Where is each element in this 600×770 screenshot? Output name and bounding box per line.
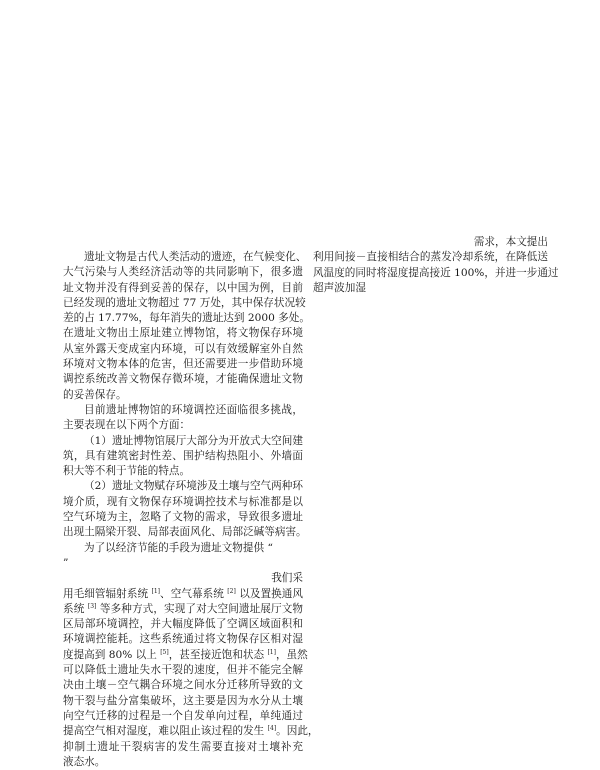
text-line	[63, 403, 303, 418]
text-line	[313, 250, 548, 265]
text-span: ”	[63, 556, 69, 569]
citation-ref: [1]	[151, 587, 161, 595]
text-line	[63, 648, 308, 663]
text-span: 风温度的同时将湿度提高接近 100%，并进一步通过	[313, 266, 559, 279]
text-span: 调控系统改善文物保存微环境，才能确保遗址文物	[63, 373, 303, 386]
text-line	[63, 479, 303, 494]
text-line	[313, 266, 559, 281]
text-line	[63, 678, 303, 693]
text-line	[63, 342, 303, 357]
text-span: 主要表现在以下两个方面：	[63, 419, 191, 432]
citation-ref: [2]	[227, 587, 236, 595]
text-line	[63, 296, 306, 311]
left-text-column	[63, 250, 319, 770]
text-span: 环境调控能耗。这些系统通过将文物保存区相对湿	[63, 633, 303, 646]
citation-ref: [3]	[87, 602, 97, 610]
text-line	[313, 281, 548, 296]
text-line	[63, 632, 303, 647]
text-span: 的妥善保存。	[63, 388, 127, 401]
text-line	[63, 694, 303, 709]
text-span: 目前遗址博物馆的环境调控还面临很多挑战，	[84, 403, 303, 416]
text-span: 可以降低土遗址失水干裂的速度，但并不能完全解	[63, 664, 303, 677]
text-span: 需求，本文提出	[473, 236, 548, 248]
text-line	[63, 434, 303, 449]
text-span: 物干裂与盐分富集破坏，这主要是因为水分从土壤	[63, 694, 303, 707]
text-span: 差的占 17.77%，每年消失的遗址达到 2000 多处。	[63, 312, 310, 325]
right-text-column	[313, 235, 559, 296]
text-line	[63, 617, 303, 632]
text-span: 。因此，	[276, 725, 319, 738]
text-span: 址文物并没有得到妥善的保存，以中国为例，目前	[63, 281, 303, 294]
text-span: 区局部环境调控，并大幅度降低了空调区域面积和	[63, 618, 303, 631]
text-line	[63, 495, 303, 510]
text-span: ，虽然	[275, 648, 308, 661]
text-span: 液态水。	[63, 755, 106, 768]
text-span: ，甚至接近饱和状态	[168, 648, 268, 661]
text-line	[63, 556, 303, 571]
text-span: 大气污染与人类经济活动等的共同影响下，很多遗	[63, 266, 303, 279]
text-span: 为了以经济节能的手段为遗址文物提供 “	[84, 541, 273, 554]
text-span: 系统	[63, 602, 88, 615]
text-line	[313, 235, 548, 250]
text-span: 向空气迁移的过程是一个自发单向过程，单纯通过	[63, 709, 303, 722]
text-span: 环境对文物本体的危害，但还需要进一步借助环境	[63, 358, 303, 371]
text-span: 提高空气相对湿度，难以阻止该过程的发生	[63, 725, 268, 738]
text-line	[63, 755, 303, 770]
text-span: 度提高到 80% 以上	[63, 648, 161, 661]
text-line	[63, 357, 303, 372]
text-line	[63, 418, 303, 433]
citation-ref: [5]	[160, 648, 169, 656]
text-span: （2）遗址文物赋存环境涉及土壤与空气两种环	[84, 480, 303, 493]
text-span: 空气环境为主，忽略了文物的需求，导致很多遗址	[63, 511, 303, 524]
text-line	[63, 265, 303, 280]
text-line	[63, 602, 303, 617]
text-line	[63, 388, 303, 403]
text-span: 决由土壤－空气耦合环境之间水分迁移所导致的文	[63, 679, 303, 692]
text-line	[63, 663, 303, 678]
text-line	[63, 709, 303, 724]
text-line	[63, 326, 303, 341]
text-span: 利用间接－直接相结合的蒸发冷却系统，在降低送	[313, 251, 548, 264]
text-span: 已经发现的遗址文物超过 77 万处，其中保存状况较	[63, 296, 306, 309]
text-span: 等多种方式，实现了对大空间遗址展厅文物	[96, 602, 303, 615]
text-line	[63, 510, 303, 525]
text-line	[63, 571, 303, 586]
text-line	[63, 525, 307, 540]
text-line	[63, 740, 303, 755]
text-span: 境介质，现有文物保存环境调控技术与标准都是以	[63, 495, 303, 508]
text-span: （1）遗址博物馆展厅大部分为开放式大空间建	[84, 434, 303, 447]
citation-ref: [1]	[267, 648, 276, 656]
text-span: 超声波加湿	[313, 281, 366, 294]
citation-ref: [4]	[267, 725, 277, 733]
text-span: 我们采	[271, 572, 303, 585]
text-line	[63, 587, 303, 602]
text-span: 、空气幕系统	[160, 587, 228, 600]
text-span: 出现土隔梁开裂、局部表面风化、局部泛碱等病害。	[63, 526, 307, 539]
text-line	[63, 449, 303, 464]
text-span: 以及置换通风	[235, 587, 303, 600]
text-line	[63, 311, 310, 326]
text-line	[63, 281, 303, 296]
text-line	[63, 464, 303, 479]
text-span: 在遗址文物出土原址建立博物馆，将文物保存环境	[63, 327, 303, 340]
text-span: 从室外露天变成室内环境，可以有效缓解室外自然	[63, 342, 303, 355]
text-line	[63, 250, 307, 265]
text-span: 筑，具有建筑密封性差、围护结构热阻小、外墙面	[63, 449, 303, 462]
text-span: 遗址文物是古代人类活动的遗迹，在气候变化、	[84, 251, 307, 263]
text-span: 积大等不利于节能的特点。	[63, 465, 191, 478]
text-span: 用毛细管辐射系统	[63, 587, 152, 600]
text-line	[63, 372, 303, 387]
text-line	[63, 541, 303, 556]
text-span: 抑制土遗址干裂病害的发生需要直接对土壤补充	[63, 740, 303, 753]
text-line	[63, 724, 319, 739]
